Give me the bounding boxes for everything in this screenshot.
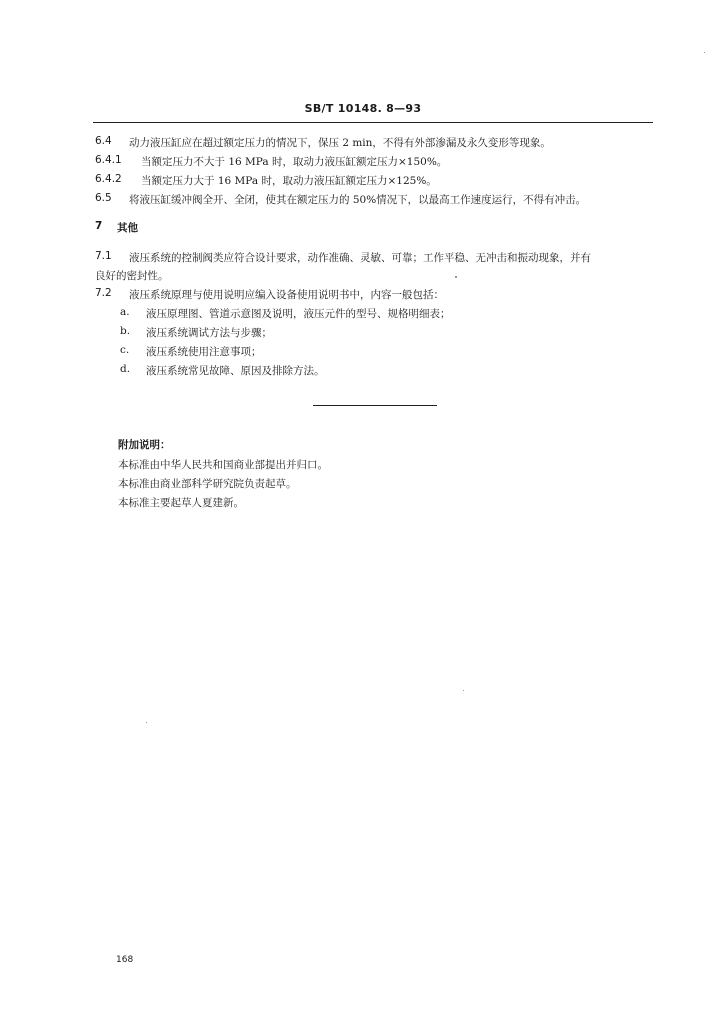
note-line: 本标准由中华人民共和国商业部提出并归口。 bbox=[118, 459, 328, 471]
list-item-label: a. bbox=[120, 306, 130, 318]
clause-number: 6.4 bbox=[95, 135, 112, 147]
list-item-text: 液压系统调试方法与步骤； bbox=[146, 327, 272, 339]
clause-text: 当额定压力不大于 16 MPa 时，取动力液压缸额定压力×150%。 bbox=[141, 156, 448, 168]
list-item-label: b. bbox=[120, 325, 131, 337]
section-title: 其他 bbox=[117, 222, 138, 234]
clause-text-line1: 液压系统的控制阀类应符合设计要求，动作准确、灵敏、可靠；工作平稳、无冲击和振动现象，并有 bbox=[129, 252, 591, 264]
clause-text: 液压系统原理与使用说明应编入设备使用说明书中，内容一般包括： bbox=[129, 289, 444, 301]
scan-speck bbox=[463, 690, 464, 691]
list-item-text: 液压原理图、管道示意图及说明，液压元件的型号、规格明细表； bbox=[146, 308, 451, 320]
page-number: 168 bbox=[116, 955, 134, 965]
list-item-label: c. bbox=[120, 344, 130, 356]
clause-number: 6.4.1 bbox=[95, 154, 122, 166]
section-number: 7 bbox=[95, 220, 103, 232]
clause-number: 7.1 bbox=[95, 250, 112, 262]
notes-title: 附加说明： bbox=[118, 439, 171, 451]
header-rule bbox=[93, 122, 653, 123]
list-item-text: 液压系统常见故障、原因及排除方法。 bbox=[146, 365, 325, 377]
list-item-text: 液压系统使用注意事项； bbox=[146, 346, 262, 358]
scan-speck bbox=[704, 52, 705, 53]
clause-number: 7.2 bbox=[95, 287, 112, 299]
clause-text: 将液压缸缓冲阀全开、全闭，使其在额定压力的 50%情况下，以最高工作速度运行，不得有冲击。 bbox=[129, 194, 587, 206]
clause-text: 动力液压缸应在超过额定压力的情况下，保压 2 min，不得有外部渗漏及永久变形等现象。 bbox=[129, 137, 551, 149]
end-of-text-rule bbox=[313, 405, 437, 406]
note-line: 本标准由商业部科学研究院负责起草。 bbox=[118, 478, 297, 490]
note-line: 本标准主要起草人夏建新。 bbox=[118, 497, 244, 509]
clause-text: 当额定压力大于 16 MPa 时，取动力液压缸额定压力×125%。 bbox=[141, 175, 437, 187]
standard-code-header: SB/T 10148. 8—93 bbox=[304, 102, 422, 115]
scan-speck bbox=[455, 276, 457, 278]
list-item-label: d. bbox=[120, 363, 131, 375]
scan-speck bbox=[146, 722, 147, 723]
clause-text-line2: 良好的密封性。 bbox=[95, 270, 169, 282]
clause-number: 6.4.2 bbox=[95, 173, 122, 185]
clause-number: 6.5 bbox=[95, 192, 112, 204]
